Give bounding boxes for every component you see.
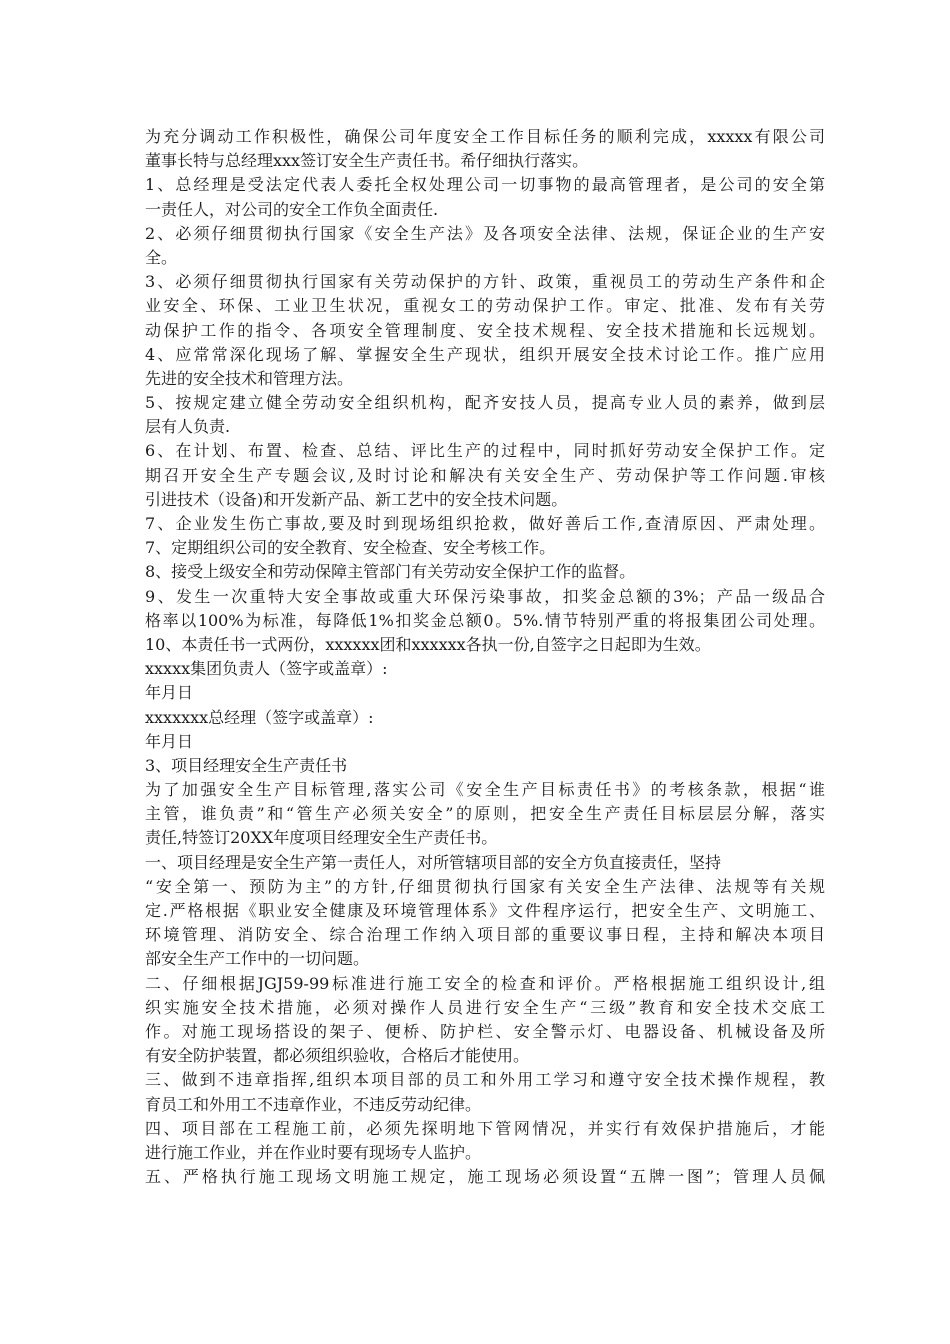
text-line: 年月日	[145, 683, 194, 703]
text-line: 育员工和外用工不违章作业，不违反劳动纪律。	[145, 1094, 482, 1114]
text-line: xxxxxxx总经理（签字或盖章）:	[145, 707, 374, 727]
text-line: 10、本责任书一式两份，xxxxxx团和xxxxxx各执一份,自签字之日起即为生效。	[145, 634, 711, 654]
text-line: 5、按规定建立健全劳动安全组织机构，配齐安技人员，提高专业人员的素养，做到层	[145, 393, 825, 413]
text-line: 7、企业发生伤亡事故,要及时到现场组织抢救，做好善后工作,查清原因、严肃处理。	[145, 514, 825, 533]
text-line: 为了加强安全生产目标管理,落实公司《安全生产目标责任书》的考核条款，根据“谁	[145, 780, 825, 800]
text-line: 为充分调动工作积极性，确保公司年度安全工作目标任务的顺利完成，xxxxx有限公司	[145, 127, 825, 146]
text-line: 4、应常常深化现场了解、掌握安全生产现状，组织开展安全技术讨论工作。推广应用	[145, 344, 825, 364]
text-line: 环境管理、消防安全、综合治理工作纳入项目部的重要议事日程，主持和解决本项目	[145, 925, 825, 945]
text-line: 部安全生产工作中的一切问题。	[145, 949, 370, 969]
text-line: 全。	[145, 247, 178, 267]
text-line: 织实施安全技术措施，必须对操作人员进行安全生产“三级”教育和安全技术交底工	[145, 997, 825, 1017]
text-line: 一责任人，对公司的安全工作负全面责任.	[145, 199, 439, 219]
text-line: 一、项目经理是安全生产第一责任人，对所管辖项目部的安全方负直接责任，坚持	[145, 852, 722, 872]
text-line: 定.严格根据《职业安全健康及环境管理体系》文件程序运行，把安全生产、文明施工、	[145, 901, 825, 920]
text-line: 有安全防护装置，都必须组织验收，合格后才能使用。	[145, 1046, 530, 1066]
text-line: 先进的安全技术和管理方法。	[145, 368, 354, 388]
section-title: 3、项目经理安全生产责任书	[145, 755, 348, 775]
text-line: 格率以100%为标准，每降低1%扣奖金总额0。5%.情节特别严重的将报集团公司处理。	[145, 610, 825, 630]
text-line: 进行施工作业，并在作业时要有现场专人监护。	[145, 1142, 482, 1162]
text-line: 层有人负责.	[145, 417, 231, 437]
text-line: 1、总经理是受法定代表人委托全权处理公司一切事物的最高管理者，是公司的安全第	[145, 175, 825, 195]
text-line: 主管，谁负责”和“管生产必须关安全”的原则，把安全生产责任目标层层分解，落实	[145, 804, 825, 824]
text-line: 董事长特与总经理xxx签订安全生产责任书。希仔细执行落实。	[145, 151, 589, 171]
text-line: 二、仔细根据JGJ59-99标准进行施工安全的检查和评价。严格根据施工组织设计,组	[145, 973, 825, 993]
text-line: 业安全、环保、工业卫生状况，重视女工的劳动保护工作。审定、批准、发布有关劳	[145, 296, 825, 316]
text-line: “安全第一、预防为主”的方针,仔细贯彻执行国家有关安全生产法律、法规等有关规	[145, 876, 825, 896]
document-body	[145, 125, 825, 1189]
text-line: 四、项目部在工程施工前，必须先探明地下管网情况，并实行有效保护措施后，才能	[145, 1118, 825, 1138]
text-line: 8、接受上级安全和劳动保障主管部门有关劳动安全保护工作的监督。	[145, 562, 636, 582]
text-line: 动保护工作的指令、各项安全管理制度、安全技术规程、安全技术措施和长远规划。	[145, 320, 825, 340]
text-line: 五、严格执行施工现场文明施工规定，施工现场必须设置“五牌一图”；管理人员佩	[145, 1167, 825, 1187]
text-line: 2、必须仔细贯彻执行国家《安全生产法》及各项安全法律、法规，保证企业的生产安	[145, 223, 825, 243]
text-line: 责任,特签订20XX年度项目经理安全生产责任书。	[145, 828, 498, 848]
text-line: xxxxx集团负责人（签字或盖章）:	[145, 659, 388, 679]
text-line: 年月日	[145, 731, 194, 751]
text-line: 引进技术（设备)和开发新产品、新工艺中的安全技术问题。	[145, 489, 568, 509]
text-line: 9、发生一次重特大安全事故或重大环保污染事故，扣奖金总额的3%；产品一级品合	[145, 586, 825, 606]
text-line: 3、必须仔细贯彻执行国家有关劳动保护的方针、政策，重视员工的劳动生产条件和企	[145, 272, 825, 292]
text-line: 7、定期组织公司的安全教育、安全检查、安全考核工作。	[145, 538, 556, 558]
text-line: 6、在计划、布置、检查、总结、评比生产的过程中，同时抓好劳动安全保护工作。定	[145, 441, 825, 461]
text-line: 期召开安全生产专题会议,及时讨论和解决有关安全生产、劳动保护等工作问题.审核	[145, 465, 825, 485]
text-line: 三、做到不违章指挥,组织本项目部的员工和外用工学习和遵守安全技术操作规程，教	[145, 1070, 825, 1090]
text-line: 作。对施工现场搭设的架子、便桥、防护栏、安全警示灯、电器设备、机械设备及所	[145, 1021, 825, 1041]
